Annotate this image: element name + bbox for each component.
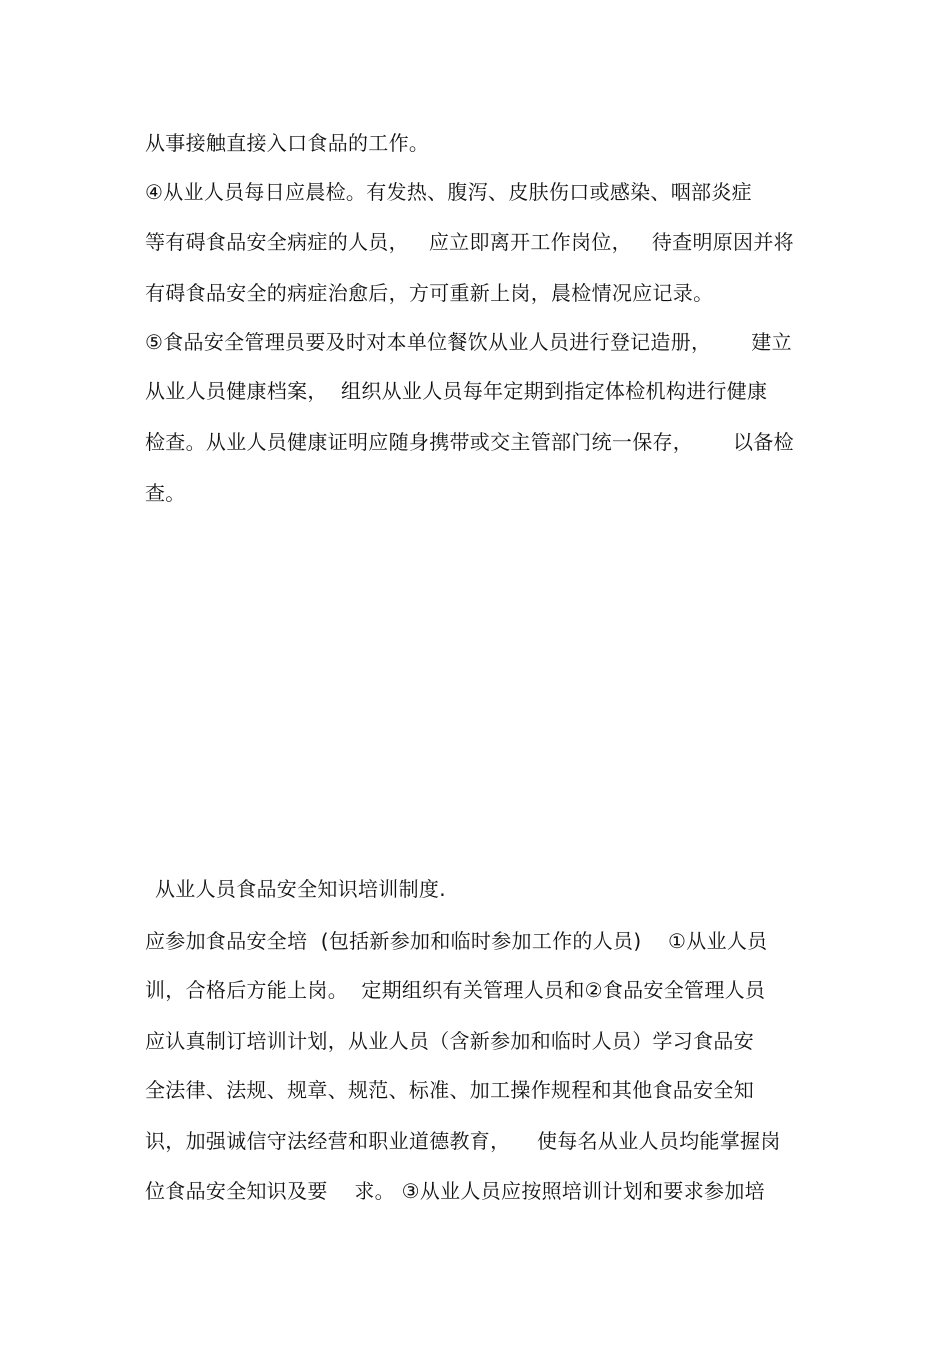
paragraph-line: ⑤食品安全管理员要及时对本单位餐饮从业人员进行登记造册， 建立 — [145, 330, 792, 354]
section-heading: 从业人员食品安全知识培训制度. — [155, 877, 446, 901]
paragraph-line: 位食品安全知识及要 求。 ③从业人员应按照培训计划和要求参加培 — [145, 1179, 765, 1203]
paragraph-line: 等有碍食品安全病症的人员， 应立即离开工作岗位， 待查明原因并将 — [145, 230, 794, 254]
paragraph-line: ④从业人员每日应晨检。有发热、腹泻、皮肤伤口或感染、咽部炎症 — [145, 180, 752, 204]
paragraph-line: 训，合格后方能上岗。 定期组织有关管理人员和②食品安全管理人员 — [145, 978, 766, 1002]
paragraph-line: 从事接触直接入口食品的工作。 — [145, 131, 430, 155]
paragraph-line: 从业人员健康档案， 组织从业人员每年定期到指定体检机构进行健康 — [145, 379, 768, 403]
paragraph-line: 识，加强诚信守法经营和职业道德教育， 使每名从业人员均能掌握岗 — [145, 1129, 781, 1153]
paragraph-line: 应参加食品安全培 (包括新参加和临时参加工作的人员) ①从业人员 — [145, 929, 768, 953]
paragraph-line: 有碍食品安全的病症治愈后，方可重新上岗，晨检情况应记录。 — [145, 281, 714, 305]
paragraph-line: 应认真制订培训计划，从业人员（含新参加和临时人员）学习食品安 — [145, 1029, 754, 1053]
paragraph-line: 查。 — [145, 481, 186, 505]
paragraph-line: 检查。从业人员健康证明应随身携带或交主管部门统一保存， 以备检 — [145, 430, 794, 454]
paragraph-line: 全法律、法规、规章、规范、标准、加工操作规程和其他食品安全知 — [145, 1078, 754, 1102]
